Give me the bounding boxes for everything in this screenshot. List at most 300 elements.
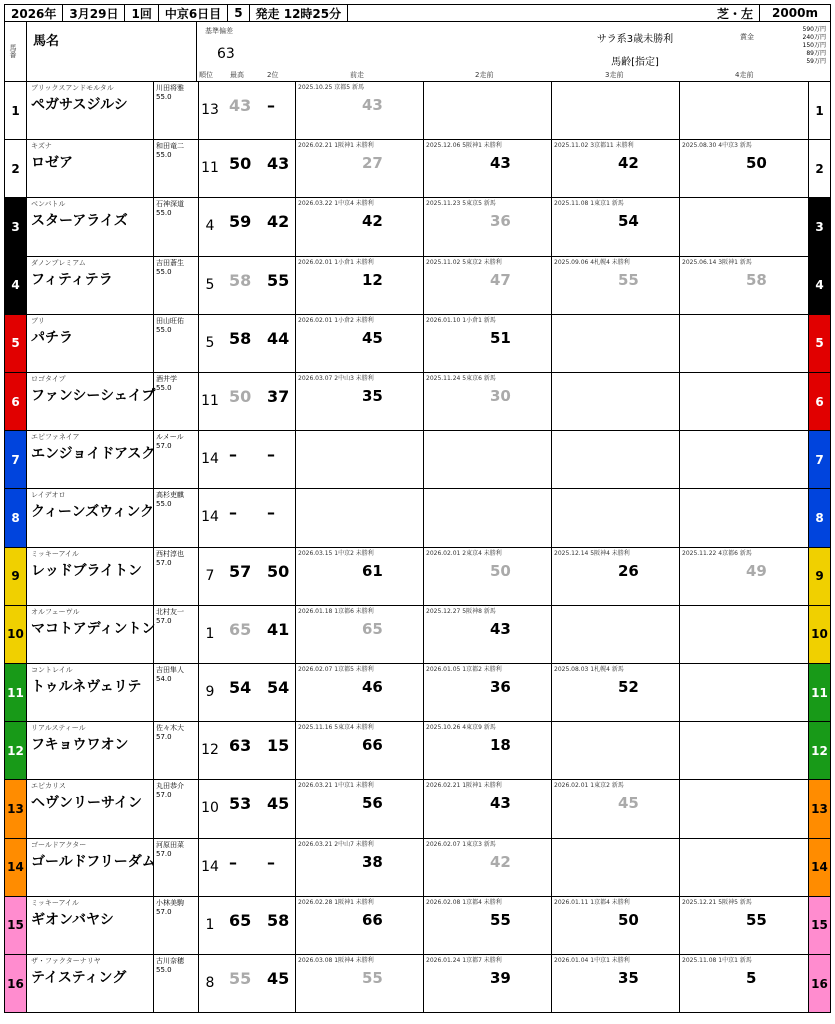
run-score: 55 — [618, 270, 639, 289]
jockey-info — [153, 257, 199, 314]
umaban-left: 12 — [5, 722, 27, 779]
jockey-info — [153, 373, 199, 430]
run-info: 2026.02.21 1阪神1 未勝利 — [426, 782, 502, 790]
race-surface: 芝・左 — [650, 5, 760, 21]
horse-row[interactable] — [4, 780, 831, 838]
horse-row[interactable] — [4, 198, 831, 256]
past-run — [679, 82, 807, 139]
run-score: 51 — [490, 328, 511, 347]
horse-name[interactable]: スターアライズ — [31, 213, 128, 230]
umaban-left: 7 — [5, 431, 27, 488]
jockey-name: 吉田隼人 — [156, 666, 184, 674]
prize-label: 賞金 — [740, 33, 754, 41]
umaban-right: 7 — [808, 431, 830, 488]
run-info: 2025.12.06 5阪神1 未勝利 — [426, 142, 502, 150]
run-info: 2026.01.11 1京都4 未勝利 — [554, 898, 630, 906]
umaban-left: 14 — [5, 839, 27, 896]
run-info: 2026.01.18 1京都6 未勝利 — [298, 607, 374, 615]
second-score: 54 — [267, 678, 290, 697]
prize-list — [803, 26, 826, 66]
carry-weight: 57.0 — [156, 849, 172, 858]
run-info: 2026.02.07 1東京3 新馬 — [426, 840, 496, 848]
run-info: 2026.02.08 1京都4 未勝利 — [426, 898, 502, 906]
run-info: 2025.08.30 4中京3 新馬 — [682, 142, 752, 150]
umaban-right: 12 — [808, 722, 830, 779]
past-run — [295, 722, 423, 779]
run-info: 2026.03.21 1中京1 未勝利 — [298, 782, 374, 790]
past-run — [295, 431, 423, 488]
second-score: 41 — [267, 619, 290, 639]
second-score: 42 — [267, 212, 290, 232]
prize-2: 240万円 — [802, 34, 826, 41]
max-score: 50 — [229, 387, 252, 406]
run-score: 50 — [618, 910, 639, 929]
run-info: 2026.03.08 1阪神4 未勝利 — [298, 957, 374, 964]
horse-name[interactable]: レッドブライトン — [31, 562, 143, 579]
umaban-left: 15 — [5, 897, 27, 954]
umaban-right: 5 — [808, 315, 830, 372]
past-runs — [295, 257, 810, 314]
past-run — [551, 257, 679, 314]
jockey-info — [153, 780, 199, 837]
horse-row[interactable] — [4, 897, 831, 955]
umaban-left: 4 — [5, 257, 27, 314]
jockey-name: 佐々木大 — [156, 724, 184, 733]
past-run — [423, 140, 551, 197]
jockey-header — [149, 22, 197, 81]
jockey-name: 吉田蒼生 — [156, 258, 184, 267]
run-score: 39 — [490, 969, 511, 987]
past-run — [295, 606, 423, 663]
run-info: 2025.12.21 5阪神5 新馬 — [682, 898, 752, 906]
past-run — [679, 315, 807, 372]
past-runs — [295, 722, 810, 779]
umaban-left: 11 — [5, 664, 27, 721]
sire-name: ミッキーアイル — [31, 549, 79, 558]
carry-weight: 55.0 — [156, 267, 172, 276]
past-run — [679, 606, 807, 663]
second-score: – — [267, 96, 275, 115]
past-runs — [295, 780, 810, 837]
past-run — [551, 431, 679, 488]
umaban-left: 6 — [5, 373, 27, 430]
carry-weight: 55.0 — [156, 209, 172, 218]
second-score: 37 — [267, 387, 290, 406]
past-run — [679, 257, 807, 314]
max-score: 54 — [229, 678, 252, 697]
past-runs — [295, 431, 810, 488]
jockey-info — [153, 198, 199, 255]
second-score: 50 — [267, 561, 290, 581]
past-run — [423, 315, 551, 372]
umaban-right: 3 — [808, 198, 830, 255]
second-score: 55 — [267, 270, 290, 290]
run-info: 2026.01.24 1京都7 未勝利 — [426, 957, 502, 964]
past-runs — [295, 839, 810, 896]
sire-name: ブリックスアンドモルタル — [31, 84, 114, 92]
past-run — [423, 431, 551, 488]
past-run — [295, 140, 423, 197]
umaban-right: 11 — [808, 664, 830, 721]
past-runs — [295, 548, 810, 605]
jockey-info — [153, 431, 199, 488]
sire-name: レイデオロ — [31, 491, 66, 500]
past-run — [423, 897, 551, 954]
rank-order: 11 — [201, 393, 219, 409]
run-score: 42 — [362, 212, 383, 231]
past-run — [551, 315, 679, 372]
past-run — [423, 955, 551, 1012]
run-score: 49 — [746, 561, 767, 580]
race-class: サラ系3歳未勝利 — [596, 34, 674, 45]
rank-order: 1 — [205, 916, 215, 933]
race-weight-rule: 馬齢[指定] — [611, 57, 659, 68]
rank-order: 14 — [201, 509, 219, 526]
run-score: 12 — [362, 270, 383, 289]
umaban-header: 馬番 — [5, 22, 27, 81]
past-run — [679, 722, 807, 779]
jockey-name: 丸田恭介 — [156, 782, 184, 791]
umaban-right: 6 — [808, 373, 830, 430]
run-score: 47 — [490, 270, 511, 289]
run-score: 55 — [362, 969, 383, 987]
run-score: 66 — [362, 736, 383, 755]
horse-row[interactable] — [4, 722, 831, 780]
race-kai: 1回 — [125, 5, 158, 21]
max-score: 57 — [229, 561, 252, 581]
rank-order: 13 — [201, 102, 219, 118]
rank-order: 1 — [205, 625, 215, 642]
run-info: 2025.11.16 5東京4 未勝利 — [298, 724, 374, 732]
past-runs — [295, 489, 810, 546]
horse-name[interactable]: エンジョイドアスク — [31, 446, 156, 463]
sire-name: ダノンプレミアム — [31, 258, 86, 267]
rank-order: 7 — [205, 567, 215, 584]
horse-row[interactable] — [4, 955, 831, 1013]
past-run — [295, 780, 423, 837]
past-run — [423, 664, 551, 721]
past-run — [679, 140, 807, 197]
run-info: 2025.11.08 1中京1 新馬 — [682, 957, 752, 964]
jockey-info — [153, 548, 199, 605]
prev2-label: 2走前 — [475, 71, 494, 79]
horse-name[interactable]: ペガサスジルシ — [31, 97, 128, 113]
carry-weight: 57.0 — [156, 558, 172, 567]
horse-name[interactable]: ヘヴンリーサイン — [31, 795, 143, 812]
umaban-left: 2 — [5, 140, 27, 197]
past-run — [423, 780, 551, 837]
run-score: 43 — [490, 794, 511, 813]
max-score: – — [229, 445, 237, 465]
past-run — [679, 839, 807, 896]
carry-weight: 55.0 — [156, 325, 172, 334]
umaban-right: 1 — [808, 82, 830, 139]
race-date: 3月29日 — [63, 5, 125, 21]
horse-row[interactable] — [4, 489, 831, 547]
run-info: 2025.11.02 5東京2 未勝利 — [426, 258, 502, 266]
run-info: 2025.11.23 5東京5 新馬 — [426, 200, 496, 208]
horse-name[interactable]: マコトアディントン — [31, 620, 156, 637]
sire-name: エピカリス — [31, 782, 66, 791]
race-start: 発走 12時25分 — [250, 5, 349, 21]
prize-1: 590万円 — [802, 26, 826, 33]
past-run — [423, 82, 551, 139]
horse-row[interactable] — [4, 315, 831, 373]
past-run — [679, 198, 807, 255]
umaban-left: 3 — [5, 198, 27, 255]
run-score: 30 — [490, 387, 511, 405]
horse-name[interactable]: テイスティング — [31, 970, 127, 986]
race-conditions — [565, 30, 705, 68]
carry-weight: 57.0 — [156, 907, 172, 916]
sire-name: ミッキーアイル — [31, 898, 79, 907]
prev4-label: 4走前 — [735, 71, 754, 79]
jockey-name: 高杉吏麒 — [156, 491, 184, 500]
jockey-info — [153, 839, 199, 896]
horse-row[interactable] — [4, 373, 831, 431]
sire-name: エピファネイア — [31, 433, 80, 442]
umaban-right: 8 — [808, 489, 830, 546]
race-venue: 中京6日目 — [159, 5, 228, 21]
run-score: 52 — [618, 678, 639, 696]
run-score: 45 — [362, 328, 383, 347]
jockey-name: 田山旺佑 — [156, 316, 184, 325]
horse-row[interactable] — [4, 548, 831, 606]
run-score: 42 — [618, 154, 639, 173]
jockey-name: 河原田菜 — [156, 840, 184, 849]
max-score: – — [229, 503, 237, 523]
run-score: 26 — [618, 561, 639, 580]
horse-name[interactable]: ギオンバヤシ — [31, 911, 114, 928]
rank-order: 14 — [201, 451, 219, 468]
umaban-right: 14 — [808, 839, 830, 896]
run-info: 2025.11.22 4京都6 新馬 — [682, 549, 752, 557]
past-run — [295, 315, 423, 372]
horse-row[interactable] — [4, 257, 831, 315]
run-info: 2026.03.07 2中山3 未勝利 — [298, 375, 374, 382]
past-run — [551, 606, 679, 663]
horse-row[interactable] — [4, 606, 831, 664]
carry-weight: 54.0 — [156, 675, 172, 683]
max-label: 最高 — [230, 71, 244, 79]
prev3-label: 3走前 — [605, 71, 624, 79]
run-info: 2026.02.21 1阪神1 未勝利 — [298, 142, 374, 150]
run-score: 65 — [362, 619, 383, 638]
max-score: 43 — [229, 96, 252, 115]
horse-row[interactable] — [4, 431, 831, 489]
run-info: 2025.12.27 5阪神8 新馬 — [426, 607, 496, 615]
umaban-right: 9 — [808, 548, 830, 605]
column-header — [4, 22, 831, 82]
run-info: 2026.03.22 1中京4 未勝利 — [298, 200, 374, 208]
past-run — [295, 548, 423, 605]
umaban-right: 16 — [808, 955, 830, 1012]
run-info: 2026.02.01 1東京2 新馬 — [554, 782, 624, 790]
second-score: – — [267, 503, 275, 523]
past-run — [551, 897, 679, 954]
umaban-right: 10 — [808, 606, 830, 663]
run-info: 2025.06.14 3阪神1 新馬 — [682, 258, 752, 266]
run-info: 2025.08.03 1札幌4 新馬 — [554, 666, 624, 673]
umaban-left: 16 — [5, 955, 27, 1012]
past-run — [423, 373, 551, 430]
sire-name: キズナ — [31, 142, 52, 151]
run-score: 58 — [746, 270, 767, 289]
run-score: 54 — [618, 212, 639, 231]
jockey-name: 石神深道 — [156, 200, 184, 209]
past-run — [551, 82, 679, 139]
horse-name[interactable]: パチラ — [31, 329, 73, 346]
past-run — [679, 897, 807, 954]
horse-name[interactable]: ゴールドフリーダム — [31, 853, 156, 870]
sire-name: ロゴタイプ — [31, 375, 66, 383]
past-runs — [295, 198, 810, 255]
prize-3: 150万円 — [802, 42, 826, 49]
past-run — [679, 431, 807, 488]
run-info: 2026.02.01 1小倉1 未勝利 — [298, 258, 374, 266]
past-runs — [295, 664, 810, 721]
run-info: 2025.09.06 4札幌4 未勝利 — [554, 258, 630, 266]
umaban-right: 13 — [808, 780, 830, 837]
carry-weight: 55.0 — [156, 500, 172, 509]
horse-name[interactable]: クィーンズウィンク — [31, 504, 155, 521]
horse-row[interactable] — [4, 140, 831, 198]
run-info: 2025.10.25 京都5 新馬 — [298, 84, 364, 91]
past-run — [679, 548, 807, 605]
past-runs — [295, 897, 810, 954]
max-score: 58 — [229, 270, 252, 290]
horse-name[interactable]: ロゼア — [31, 155, 73, 172]
rank-order: 10 — [201, 800, 219, 817]
jockey-info — [153, 722, 199, 779]
run-info: 2026.02.28 1阪神1 未勝利 — [298, 898, 374, 906]
horse-name[interactable]: フキョウワオン — [31, 737, 129, 754]
max-score: 53 — [229, 794, 252, 814]
sire-name: コントレイル — [31, 666, 73, 674]
past-run — [423, 489, 551, 546]
name-header: 馬名 — [33, 34, 60, 49]
past-run — [295, 257, 423, 314]
past-run — [679, 664, 807, 721]
past-run — [679, 373, 807, 430]
sire-name: ゴールドアクター — [31, 840, 87, 849]
jockey-name: 北村友一 — [156, 607, 184, 616]
max-score: 58 — [229, 328, 252, 348]
rank-order: 4 — [205, 218, 215, 235]
past-run — [551, 548, 679, 605]
carry-weight: 55.0 — [156, 93, 172, 101]
run-info: 2026.01.10 1小倉1 新馬 — [426, 316, 496, 324]
past-run — [295, 489, 423, 546]
horse-name[interactable]: トゥルネヴェリテ — [31, 679, 142, 695]
umaban-left: 8 — [5, 489, 27, 546]
horse-row[interactable] — [4, 664, 831, 722]
max-score: 63 — [229, 736, 252, 756]
sire-name: ザ・ファクターナリヤ — [31, 957, 101, 965]
max-score: – — [229, 852, 237, 872]
run-score: 43 — [362, 96, 383, 114]
second-label: 2位 — [267, 71, 279, 79]
jockey-name: 西村淳也 — [156, 549, 184, 558]
horse-name[interactable]: フィティテラ — [31, 271, 113, 288]
run-score: 38 — [362, 852, 383, 871]
run-info: 2026.03.21 2中山7 未勝利 — [298, 840, 374, 848]
run-score: 55 — [490, 910, 511, 929]
race-distance: 2000m — [772, 6, 818, 20]
jockey-name: ルメール — [156, 433, 184, 442]
umaban-left: 5 — [5, 315, 27, 372]
past-run — [423, 839, 551, 896]
umaban-left: 9 — [5, 548, 27, 605]
past-run — [551, 839, 679, 896]
base-value: 63 — [217, 46, 235, 62]
second-score: – — [267, 852, 275, 872]
rank-order: 12 — [201, 742, 219, 759]
rank-order: 5 — [205, 334, 215, 351]
past-run — [423, 548, 551, 605]
run-info: 2025.10.26 4東京9 新馬 — [426, 724, 496, 732]
umaban-right: 15 — [808, 897, 830, 954]
past-run — [295, 373, 423, 430]
max-score: 59 — [229, 212, 252, 232]
past-run — [423, 722, 551, 779]
run-score: 5 — [746, 969, 757, 987]
run-score: 42 — [490, 852, 511, 871]
horse-row[interactable] — [4, 839, 831, 897]
past-run — [679, 955, 807, 1012]
past-run — [295, 897, 423, 954]
umaban-left: 1 — [5, 82, 27, 139]
past-run — [551, 780, 679, 837]
second-score: 15 — [267, 736, 290, 756]
jockey-name: 和田竜二 — [156, 142, 184, 151]
second-score: – — [267, 445, 275, 465]
run-info: 2026.01.05 1京都2 未勝利 — [426, 666, 502, 673]
order-label: 順位 — [199, 71, 213, 79]
past-run — [551, 722, 679, 779]
run-score: 45 — [618, 794, 639, 813]
horse-name[interactable]: ファンシーシェイプ — [31, 388, 156, 404]
race-number: 5 — [228, 5, 249, 21]
run-info: 2025.11.02 3京都11 未勝利 — [554, 142, 634, 150]
past-run — [295, 955, 423, 1012]
max-score: 55 — [229, 969, 252, 988]
run-score: 50 — [746, 154, 767, 173]
prize-5: 59万円 — [806, 58, 826, 65]
jockey-info — [153, 82, 199, 139]
jockey-name: 古川奈穂 — [156, 957, 184, 965]
second-score: 58 — [267, 910, 290, 930]
run-score: 36 — [490, 212, 511, 231]
horse-row[interactable] — [4, 82, 831, 140]
past-run — [551, 955, 679, 1012]
second-score: 44 — [267, 328, 290, 348]
second-score: 45 — [267, 969, 290, 988]
sire-name: リアルスティール — [31, 724, 86, 733]
run-info: 2026.01.04 1中京1 未勝利 — [554, 957, 630, 964]
jockey-info — [153, 140, 199, 197]
past-runs — [295, 606, 810, 663]
umaban-left: 13 — [5, 780, 27, 837]
run-info: 2025.11.24 5東京6 新馬 — [426, 375, 496, 382]
jockey-info — [153, 489, 199, 546]
max-score: 50 — [229, 154, 252, 174]
past-runs — [295, 140, 810, 197]
carry-weight: 55.0 — [156, 151, 172, 160]
past-run — [551, 373, 679, 430]
carry-weight: 57.0 — [156, 442, 172, 451]
past-run — [295, 839, 423, 896]
